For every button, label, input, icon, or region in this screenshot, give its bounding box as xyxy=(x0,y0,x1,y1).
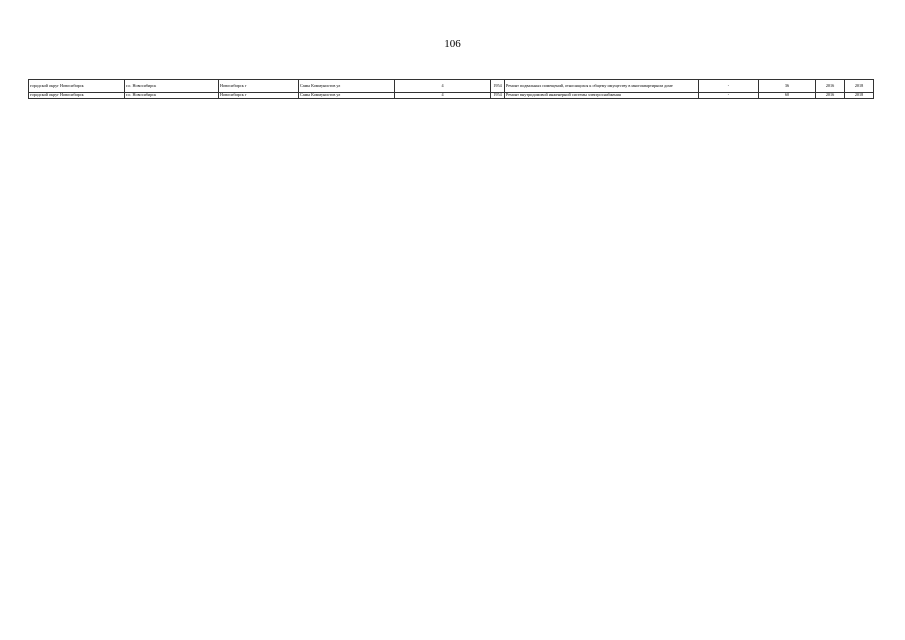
cell-house: 4 xyxy=(395,92,491,99)
cell-work: Ремонт подвальных помещений, относящихся к общему имуществу в многоквартирном доме xyxy=(505,80,699,93)
cell-district: городской округ Новосибирск xyxy=(29,92,125,99)
cell-street: Самы Коммунистов ул xyxy=(299,80,395,93)
cell-mark: - xyxy=(699,92,759,99)
table-row xyxy=(29,92,874,99)
table-row xyxy=(29,80,874,93)
cell-start-year: 2016 xyxy=(816,80,845,93)
cell-amount: 60 xyxy=(759,92,816,99)
page-number: 106 xyxy=(444,38,461,50)
cell-year: 1954 xyxy=(491,92,505,99)
cell-start-year: 2016 xyxy=(816,92,845,99)
cell-year: 1954 xyxy=(491,80,505,93)
cell-house: 4 xyxy=(395,80,491,93)
cell-settlement: г.о. Новосибирск xyxy=(125,80,219,93)
cell-city: Новосибирск г xyxy=(219,80,299,93)
cell-city: Новосибирск г xyxy=(219,92,299,99)
cell-settlement: г.о. Новосибирск xyxy=(125,92,219,99)
cell-amount: 36 xyxy=(759,80,816,93)
housing-repair-table xyxy=(28,79,873,99)
cell-street: Самы Коммунистов ул xyxy=(299,92,395,99)
cell-end-year: 2018 xyxy=(845,92,874,99)
cell-end-year: 2018 xyxy=(845,80,874,93)
cell-work: Ремонт внутридомовой инженерной системы электроснабжения xyxy=(505,92,699,99)
cell-district: городской округ Новосибирск xyxy=(29,80,125,93)
cell-mark: - xyxy=(699,80,759,93)
